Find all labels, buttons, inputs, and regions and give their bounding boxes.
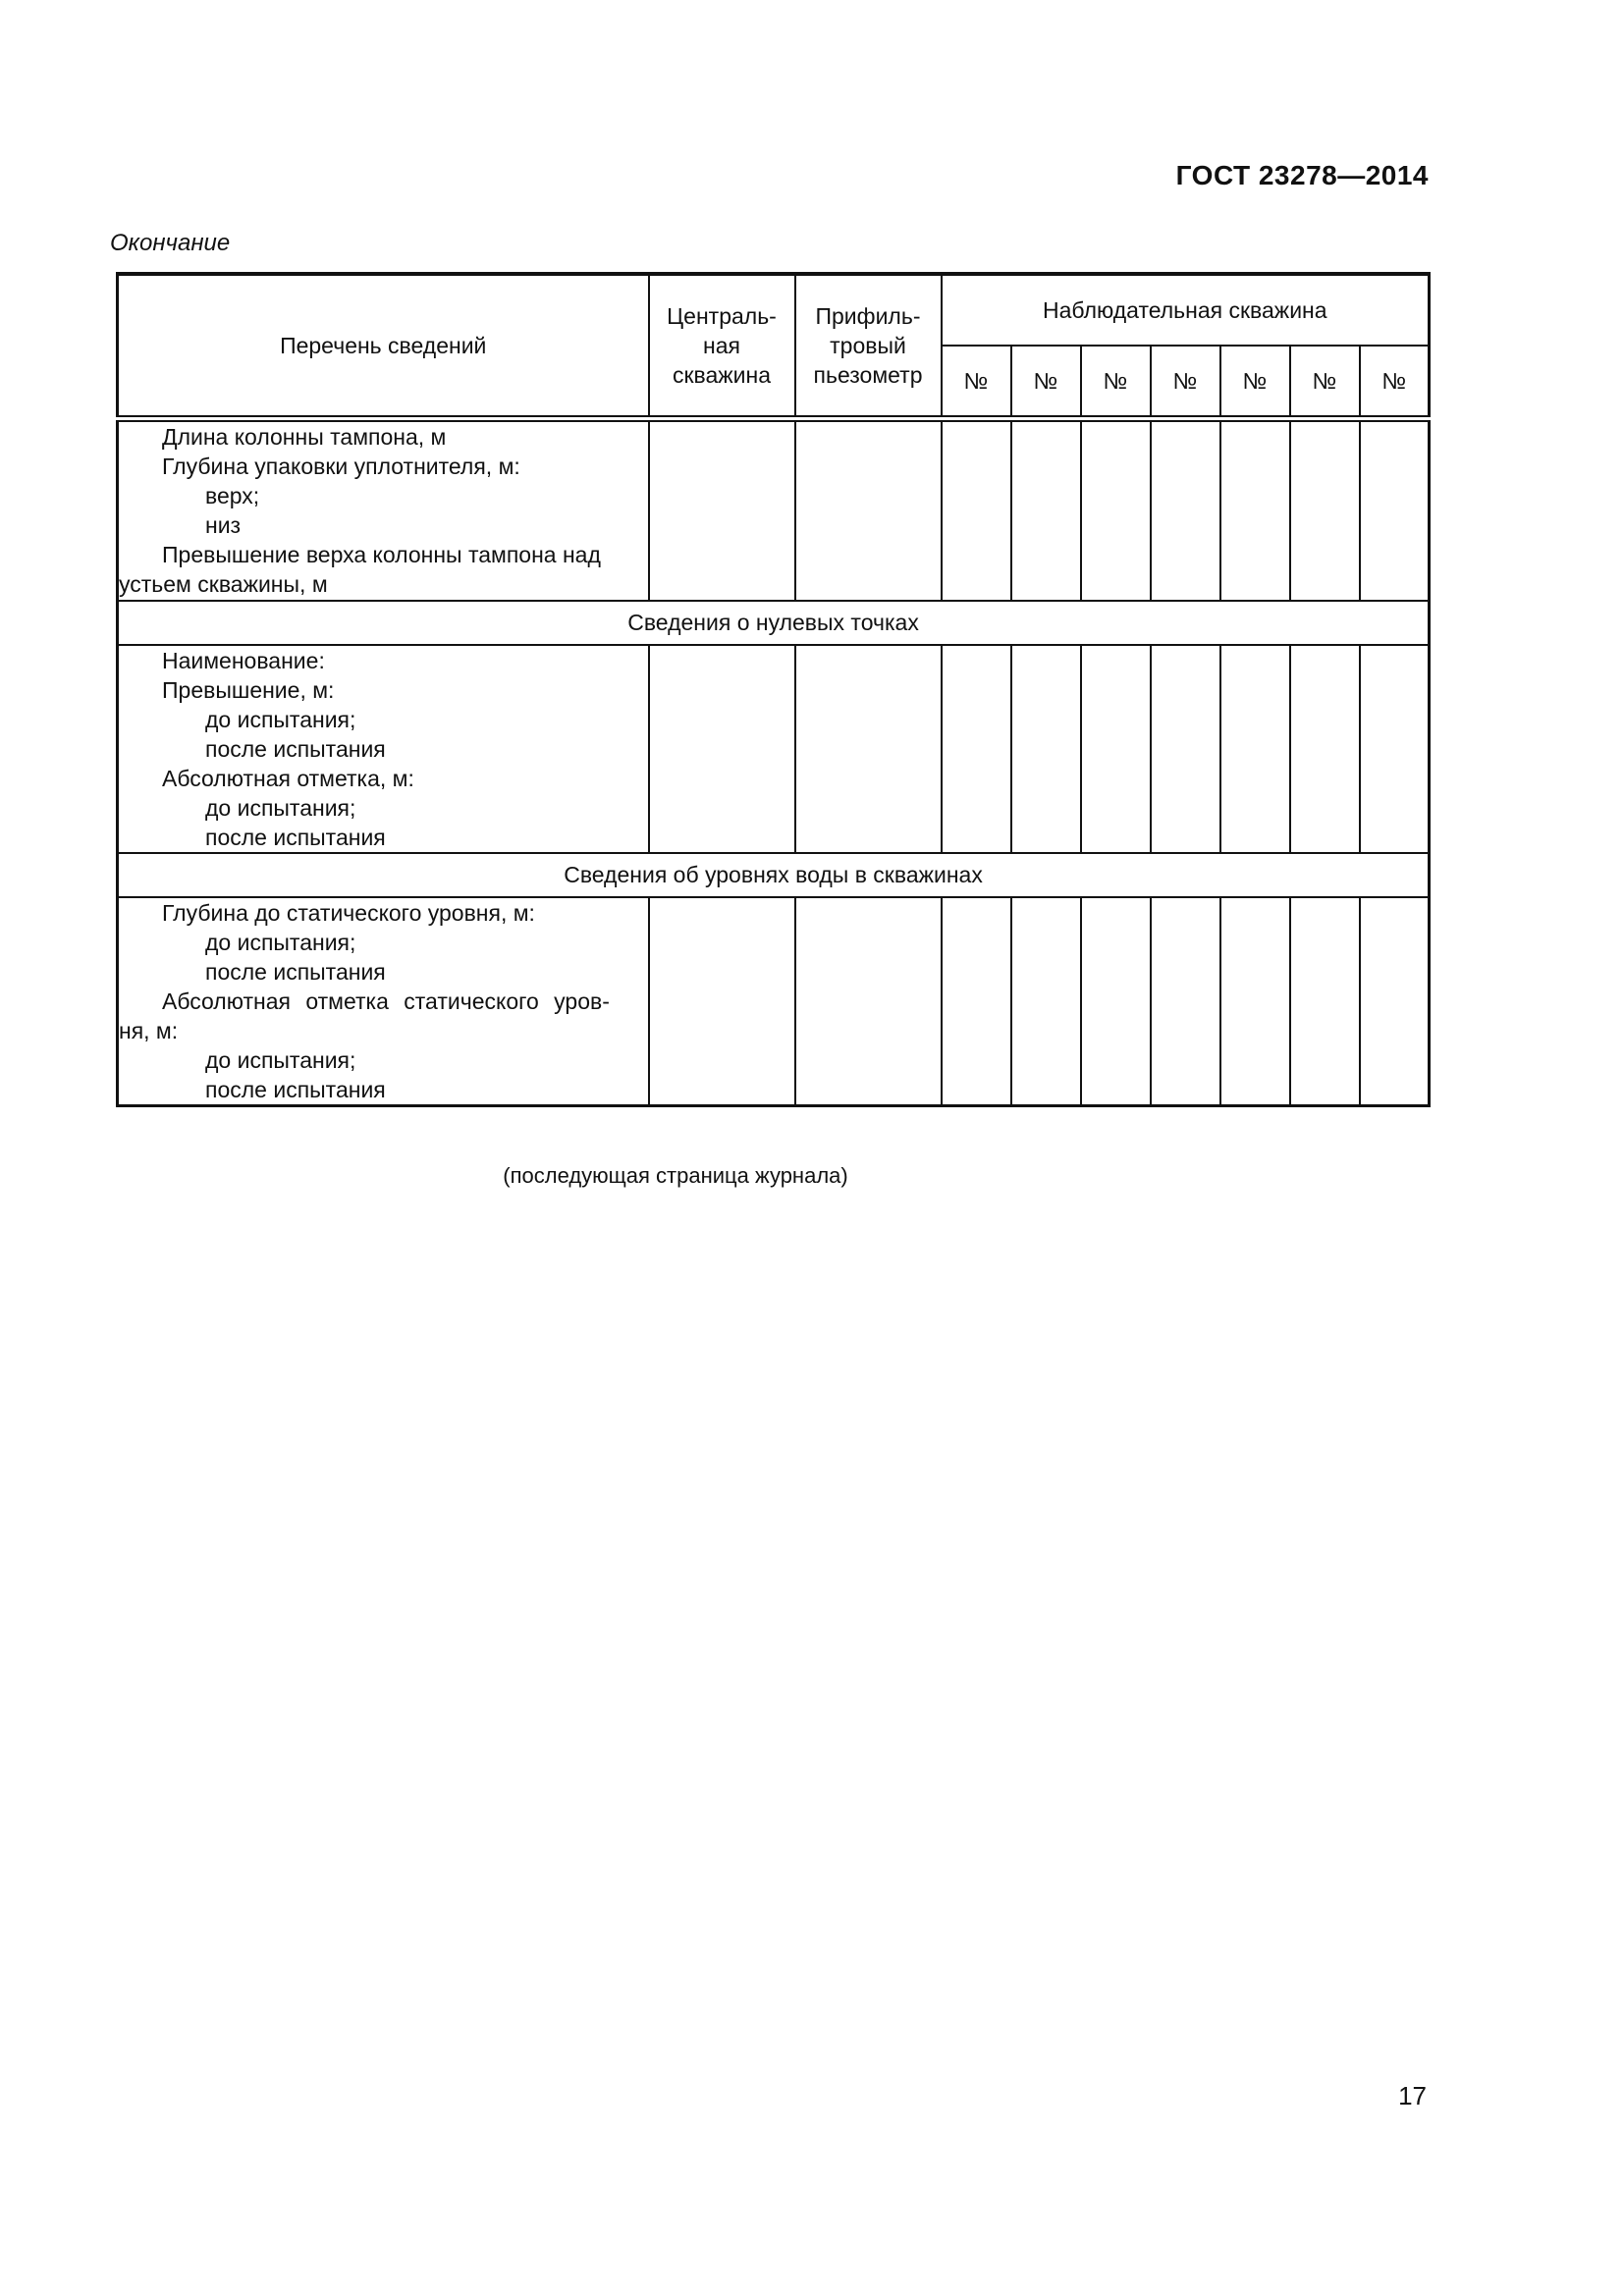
empty-cell [649,418,795,601]
numero-cell: № [1011,346,1081,418]
numero-cell: № [1220,346,1290,418]
row-label-cell [118,897,649,1106]
empty-cell [1220,418,1290,601]
header-line: тровый [830,332,906,358]
row-label-line: Глубина до статического уровня, м: [162,900,535,926]
empty-cell [942,645,1011,853]
header-cell-central-well [649,274,795,418]
empty-cell [1011,645,1081,853]
row-label-line: низ [205,511,242,538]
row-label-line: до испытания; [205,795,356,821]
section-title: Сведения о нулевых точках [118,601,1430,645]
row-label-line: Длина колонны тампона, м [162,423,447,450]
row-label-line: ня, м: [119,1018,179,1043]
row-label-line: после испытания [205,959,386,985]
empty-cell [1290,418,1360,601]
empty-cell [1151,897,1220,1106]
header-row-top [118,274,1430,346]
empty-cell [1081,645,1151,853]
row-label-line: Превышение, м: [162,677,335,703]
header-line: ная [703,332,740,358]
empty-cell [1360,645,1430,853]
empty-cell [1151,418,1220,601]
row-label-line: верх; [205,482,260,508]
numero-cell: № [942,346,1011,418]
row-label-cell [118,418,649,601]
table-caption: (последующая страница журнала) [503,1163,848,1188]
section-row [118,853,1430,897]
row-label-line: Превышение верха колонны тампона над [162,541,601,567]
header-line: пьезометр [813,361,923,388]
empty-cell [1081,897,1151,1106]
empty-cell [1290,645,1360,853]
row-label-line: после испытания [205,825,386,850]
numero-cell: № [1081,346,1151,418]
numero-cell: № [1360,346,1430,418]
row-label-line: устьем скважины, м [119,570,328,597]
ending-label: Окончание [110,230,231,256]
row-label-line: после испытания [205,736,386,762]
section-title: Сведения об уровнях воды в скважинах [118,853,1430,897]
row-label-line: Глубина упаковки уплотнителя, м: [162,453,520,479]
empty-cell [942,897,1011,1106]
row-label-line: до испытания; [205,1047,356,1073]
table-row [118,418,1430,601]
empty-cell [1360,897,1430,1106]
empty-cell [1011,897,1081,1106]
empty-cell [795,897,942,1106]
row-label-line: Абсолютная отметка статического уров- [162,988,610,1014]
header-cell-list: Перечень сведений [118,274,649,418]
table-row [118,897,1430,1106]
row-label-cell [118,645,649,853]
empty-cell [1220,645,1290,853]
empty-cell [1220,897,1290,1106]
row-label-line: до испытания; [205,930,356,955]
empty-cell [1290,897,1360,1106]
empty-cell [1011,418,1081,601]
empty-cell [1360,418,1430,601]
table-row [118,645,1430,853]
row-label-line: Абсолютная отметка, м: [162,766,414,791]
empty-cell [1151,645,1220,853]
header-line: Централь- [667,302,777,329]
header-line: Прифиль- [815,302,921,329]
row-label-line: Наименование: [162,648,325,673]
standard-code: ГОСТ 23278—2014 [1175,160,1429,190]
header-line: скважина [672,361,772,388]
header-cell-observation-wells: Наблюдательная скважина [942,274,1430,346]
journal-table-container [116,272,1431,1107]
empty-cell [1081,418,1151,601]
row-label-line: до испытания; [205,707,356,732]
empty-cell [649,897,795,1106]
empty-cell [795,645,942,853]
empty-cell [942,418,1011,601]
section-row [118,601,1430,645]
numero-cell: № [1290,346,1360,418]
empty-cell [649,645,795,853]
numero-cell: № [1151,346,1220,418]
page-number: 17 [1398,2081,1427,2110]
journal-table [116,272,1431,1107]
empty-cell [795,418,942,601]
header-cell-piezometer [795,274,942,418]
row-label-line: после испытания [205,1077,386,1102]
